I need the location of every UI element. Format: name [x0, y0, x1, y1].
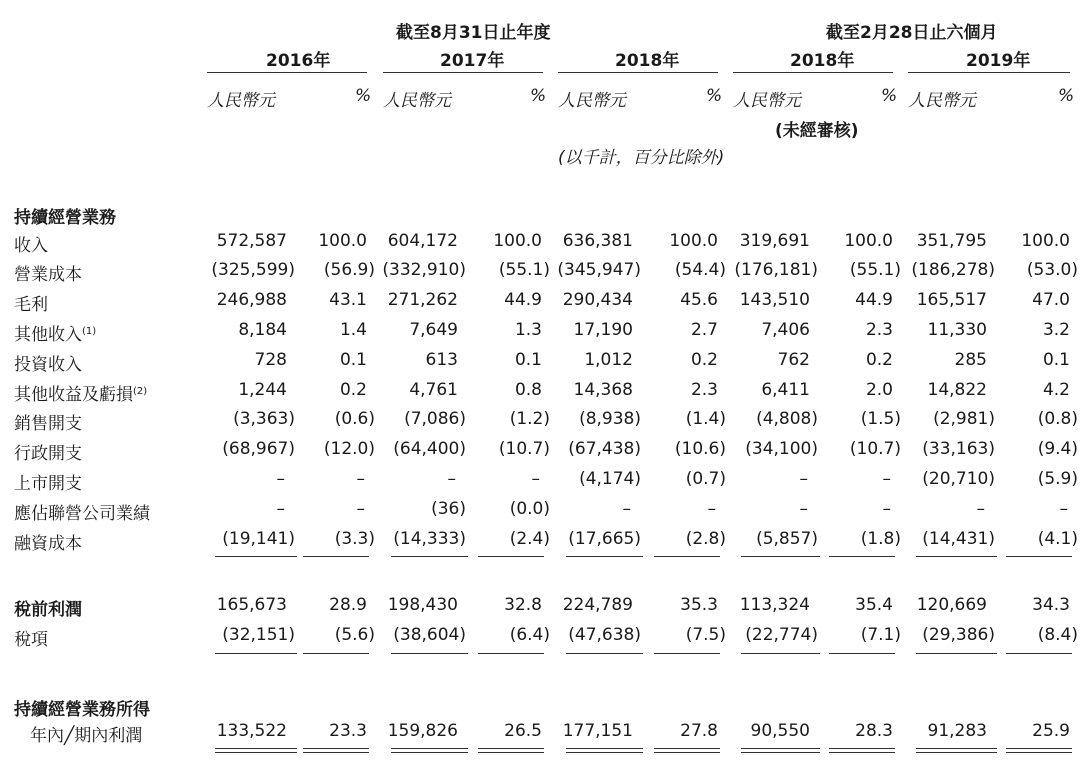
- subtotal-rule: [916, 653, 997, 654]
- percent-cell: (1.5): [860, 409, 901, 429]
- percent-cell: 43.1: [329, 290, 367, 310]
- year-2018-interim: 2018年: [790, 51, 855, 71]
- amount-cell: (33,163): [922, 439, 995, 459]
- percent-cell: (2.8): [685, 529, 726, 549]
- thousands-note: (以千計，百分比除外): [558, 148, 725, 168]
- subtotal-rule: [303, 653, 369, 654]
- amount-cell: 7,649: [409, 320, 458, 340]
- subtotal-rule: [1006, 748, 1072, 749]
- year-2016: 2016年: [266, 51, 331, 71]
- row-label: 上市開支: [14, 474, 82, 494]
- amount-cell: 1,012: [584, 350, 633, 370]
- percent-cell: (12.0): [323, 439, 375, 459]
- percent-cell: 0.8: [514, 380, 542, 400]
- amount-cell: 246,988: [216, 290, 287, 310]
- percent-cell: 2.0: [865, 380, 893, 400]
- percent-cell: (5.9): [1037, 469, 1078, 489]
- percent-cell: 26.5: [504, 721, 542, 741]
- subtotal-rule: [829, 748, 895, 749]
- year-2018: 2018年: [615, 51, 680, 71]
- percent-cell: (55.1): [498, 260, 550, 280]
- amount-cell: (17,665): [568, 529, 641, 549]
- header-rule-1: [207, 72, 367, 73]
- amount-cell: 1,244: [238, 380, 287, 400]
- amount-cell: (29,386): [922, 625, 995, 645]
- amount-cell: (67,438): [568, 439, 641, 459]
- percent-unit-label: %: [1058, 86, 1075, 106]
- fy-period-header: 截至8月31日止年度: [396, 23, 551, 43]
- amount-cell: (3,363): [233, 409, 295, 429]
- amount-cell: 11,330: [927, 320, 987, 340]
- subtotal-rule: [478, 653, 544, 654]
- amount-cell: –: [799, 469, 808, 489]
- percent-cell: (0.0): [509, 499, 550, 519]
- amount-cell: 636,381: [562, 231, 633, 251]
- amount-cell: (4,808): [756, 409, 818, 429]
- subtotal-rule: [566, 556, 643, 557]
- section-continuing-operations: 持續經營業務: [14, 208, 116, 228]
- subtotal-rule: [916, 556, 997, 557]
- header-rule-4: [733, 72, 893, 73]
- subtotal-rule: [916, 752, 997, 753]
- percent-cell: (4.1): [1037, 529, 1078, 549]
- percent-unit-label: %: [881, 86, 898, 106]
- amount-cell: 17,190: [573, 320, 633, 340]
- amount-cell: 143,510: [739, 290, 810, 310]
- amount-cell: –: [276, 469, 285, 489]
- percent-cell: (8.4): [1037, 625, 1078, 645]
- row-label: 銷售開支: [14, 414, 82, 434]
- row-label: 毛利: [14, 295, 48, 315]
- percent-cell: 2.3: [865, 320, 893, 340]
- percent-cell: (10.7): [849, 439, 901, 459]
- subtotal-rule: [303, 556, 369, 557]
- amount-cell: (32,151): [222, 625, 295, 645]
- percent-cell: (53.0): [1026, 260, 1078, 280]
- percent-cell: (5.6): [334, 625, 375, 645]
- amount-cell: 14,368: [573, 380, 633, 400]
- percent-cell: (7.5): [685, 625, 726, 645]
- percent-cell: 23.3: [329, 721, 367, 741]
- amount-cell: 165,517: [916, 290, 987, 310]
- percent-cell: (55.1): [849, 260, 901, 280]
- subtotal-rule: [566, 653, 643, 654]
- percent-cell: –: [1059, 499, 1068, 519]
- subtotal-rule: [829, 653, 895, 654]
- percent-cell: 35.4: [855, 595, 893, 615]
- section-profit-from-continuing: 持續經營業務所得: [14, 700, 150, 720]
- percent-cell: (56.9): [323, 260, 375, 280]
- subtotal-rule: [478, 556, 544, 557]
- subtotal-rule: [654, 748, 720, 749]
- percent-cell: 34.3: [1032, 595, 1070, 615]
- amount-cell: (8,938): [579, 409, 641, 429]
- amount-cell: (5,857): [756, 529, 818, 549]
- subtotal-rule: [829, 556, 895, 557]
- footnote-marker: (1): [82, 326, 97, 337]
- percent-cell: 100.0: [493, 231, 542, 251]
- amount-cell: 351,795: [916, 231, 987, 251]
- row-label: 稅項: [14, 630, 48, 650]
- amount-cell: –: [799, 499, 808, 519]
- amount-cell: 120,669: [916, 595, 987, 615]
- subtotal-rule: [215, 748, 297, 749]
- subtotal-rule: [741, 748, 820, 749]
- percent-cell: 28.3: [855, 721, 893, 741]
- subtotal-rule: [654, 752, 720, 753]
- amount-cell: 91,283: [927, 721, 987, 741]
- amount-cell: 290,434: [562, 290, 633, 310]
- percent-cell: (1.8): [860, 529, 901, 549]
- currency-unit-label: 人民幣元: [558, 91, 626, 111]
- percent-cell: (0.7): [685, 469, 726, 489]
- amount-cell: 728: [254, 350, 287, 370]
- percent-cell: (0.8): [1037, 409, 1078, 429]
- row-label: 年內╱期內利潤: [30, 726, 143, 746]
- percent-cell: (10.7): [498, 439, 550, 459]
- unaudited-note: (未經審核): [775, 121, 859, 141]
- amount-cell: 6,411: [761, 380, 810, 400]
- percent-cell: 1.3: [514, 320, 542, 340]
- percent-cell: 0.2: [865, 350, 893, 370]
- subtotal-rule: [391, 653, 468, 654]
- subtotal-rule: [391, 748, 468, 749]
- percent-cell: 0.1: [1042, 350, 1070, 370]
- subtotal-rule: [741, 556, 820, 557]
- percent-cell: 0.1: [339, 350, 367, 370]
- subtotal-rule: [654, 653, 720, 654]
- amount-cell: (14,333): [393, 529, 466, 549]
- percent-cell: (3.3): [334, 529, 375, 549]
- percent-cell: 2.3: [690, 380, 718, 400]
- amount-cell: (345,947): [557, 260, 641, 280]
- amount-cell: –: [976, 499, 985, 519]
- amount-cell: 604,172: [387, 231, 458, 251]
- percent-cell: 0.2: [339, 380, 367, 400]
- currency-unit-label: 人民幣元: [733, 91, 801, 111]
- subtotal-rule: [1006, 752, 1072, 753]
- amount-cell: 177,151: [562, 721, 633, 741]
- percent-unit-label: %: [706, 86, 723, 106]
- amount-cell: –: [276, 499, 285, 519]
- percent-cell: 100.0: [844, 231, 893, 251]
- percent-cell: 44.9: [504, 290, 542, 310]
- amount-cell: 159,826: [387, 721, 458, 741]
- header-rule-3: [558, 72, 718, 73]
- percent-cell: 44.9: [855, 290, 893, 310]
- currency-unit-label: 人民幣元: [908, 91, 976, 111]
- subtotal-rule: [391, 556, 468, 557]
- percent-cell: 28.9: [329, 595, 367, 615]
- percent-cell: –: [707, 499, 716, 519]
- amount-cell: 271,262: [387, 290, 458, 310]
- amount-cell: (176,181): [734, 260, 818, 280]
- subtotal-rule: [741, 653, 820, 654]
- percent-cell: (9.4): [1037, 439, 1078, 459]
- subtotal-rule: [916, 748, 997, 749]
- subtotal-rule: [478, 752, 544, 753]
- subtotal-rule: [391, 752, 468, 753]
- currency-unit-label: 人民幣元: [207, 91, 275, 111]
- percent-cell: –: [531, 469, 540, 489]
- amount-cell: 133,522: [216, 721, 287, 741]
- amount-cell: (22,774): [745, 625, 818, 645]
- amount-cell: (64,400): [393, 439, 466, 459]
- percent-cell: 0.2: [690, 350, 718, 370]
- subtotal-rule: [741, 752, 820, 753]
- percent-cell: 27.8: [680, 721, 718, 741]
- subtotal-rule: [1006, 653, 1072, 654]
- row-label: 稅前利潤: [14, 600, 82, 620]
- percent-cell: –: [356, 499, 365, 519]
- percent-cell: –: [882, 499, 891, 519]
- percent-cell: (10.6): [674, 439, 726, 459]
- percent-cell: (7.1): [860, 625, 901, 645]
- year-2017: 2017年: [440, 51, 505, 71]
- header-rule-5: [908, 72, 1070, 73]
- percent-cell: –: [356, 469, 365, 489]
- percent-cell: (2.4): [509, 529, 550, 549]
- amount-cell: (20,710): [922, 469, 995, 489]
- amount-cell: 7,406: [761, 320, 810, 340]
- row-label: 營業成本: [14, 265, 82, 285]
- amount-cell: 319,691: [739, 231, 810, 251]
- percent-unit-label: %: [530, 86, 547, 106]
- row-label: 收入: [14, 236, 48, 256]
- subtotal-rule: [303, 748, 369, 749]
- subtotal-rule: [215, 556, 297, 557]
- percent-cell: 100.0: [669, 231, 718, 251]
- subtotal-rule: [215, 653, 297, 654]
- amount-cell: (38,604): [393, 625, 466, 645]
- subtotal-rule: [303, 752, 369, 753]
- row-label: 其他收入$^{(1)}$: [14, 325, 97, 345]
- percent-cell: 4.2: [1042, 380, 1070, 400]
- percent-cell: (6.4): [509, 625, 550, 645]
- row-label: 行政開支: [14, 444, 82, 464]
- subtotal-rule: [829, 752, 895, 753]
- row-label: 融資成本: [14, 534, 82, 554]
- amount-cell: 8,184: [238, 320, 287, 340]
- amount-cell: (19,141): [222, 529, 295, 549]
- subtotal-rule: [566, 748, 643, 749]
- interim-period-header: 截至2月28日止六個月: [826, 23, 998, 43]
- percent-cell: 45.6: [680, 290, 718, 310]
- percent-cell: 3.2: [1042, 320, 1070, 340]
- amount-cell: (47,638): [568, 625, 641, 645]
- amount-cell: 613: [425, 350, 458, 370]
- amount-cell: 113,324: [739, 595, 810, 615]
- percent-cell: 25.9: [1032, 721, 1070, 741]
- amount-cell: 285: [954, 350, 987, 370]
- amount-cell: (34,100): [745, 439, 818, 459]
- amount-cell: 762: [777, 350, 810, 370]
- row-label: 應佔聯營公司業績: [14, 504, 150, 524]
- percent-cell: 32.8: [504, 595, 542, 615]
- percent-cell: –: [882, 469, 891, 489]
- amount-cell: 224,789: [562, 595, 633, 615]
- amount-cell: –: [622, 499, 631, 519]
- year-2019-interim: 2019年: [966, 51, 1031, 71]
- amount-cell: (332,910): [382, 260, 466, 280]
- amount-cell: 572,587: [216, 231, 287, 251]
- amount-cell: 14,822: [927, 380, 987, 400]
- percent-cell: 0.1: [514, 350, 542, 370]
- percent-cell: 100.0: [318, 231, 367, 251]
- amount-cell: (14,431): [922, 529, 995, 549]
- percent-cell: (1.2): [509, 409, 550, 429]
- subtotal-rule: [1006, 556, 1072, 557]
- subtotal-rule: [478, 748, 544, 749]
- amount-cell: 165,673: [216, 595, 287, 615]
- percent-cell: 100.0: [1021, 231, 1070, 251]
- row-label: 其他收益及虧損$^{(2)}$: [14, 385, 148, 405]
- percent-cell: 47.0: [1032, 290, 1070, 310]
- subtotal-rule: [566, 752, 643, 753]
- percent-cell: (54.4): [674, 260, 726, 280]
- amount-cell: (36): [431, 499, 466, 519]
- currency-unit-label: 人民幣元: [383, 91, 451, 111]
- subtotal-rule: [654, 556, 720, 557]
- row-label: 投資收入: [14, 355, 82, 375]
- amount-cell: (68,967): [222, 439, 295, 459]
- footnote-marker: (2): [133, 386, 148, 397]
- amount-cell: 90,550: [750, 721, 810, 741]
- subtotal-rule: [215, 752, 297, 753]
- percent-cell: 2.7: [690, 320, 718, 340]
- percent-unit-label: %: [355, 86, 372, 106]
- percent-cell: 1.4: [339, 320, 367, 340]
- amount-cell: –: [447, 469, 456, 489]
- percent-cell: (0.6): [334, 409, 375, 429]
- amount-cell: (7,086): [404, 409, 466, 429]
- percent-cell: (1.4): [685, 409, 726, 429]
- header-rule-2: [383, 72, 543, 73]
- percent-cell: 35.3: [680, 595, 718, 615]
- amount-cell: (2,981): [933, 409, 995, 429]
- amount-cell: 198,430: [387, 595, 458, 615]
- amount-cell: 4,761: [409, 380, 458, 400]
- amount-cell: (4,174): [579, 469, 641, 489]
- amount-cell: (186,278): [911, 260, 995, 280]
- amount-cell: (325,599): [211, 260, 295, 280]
